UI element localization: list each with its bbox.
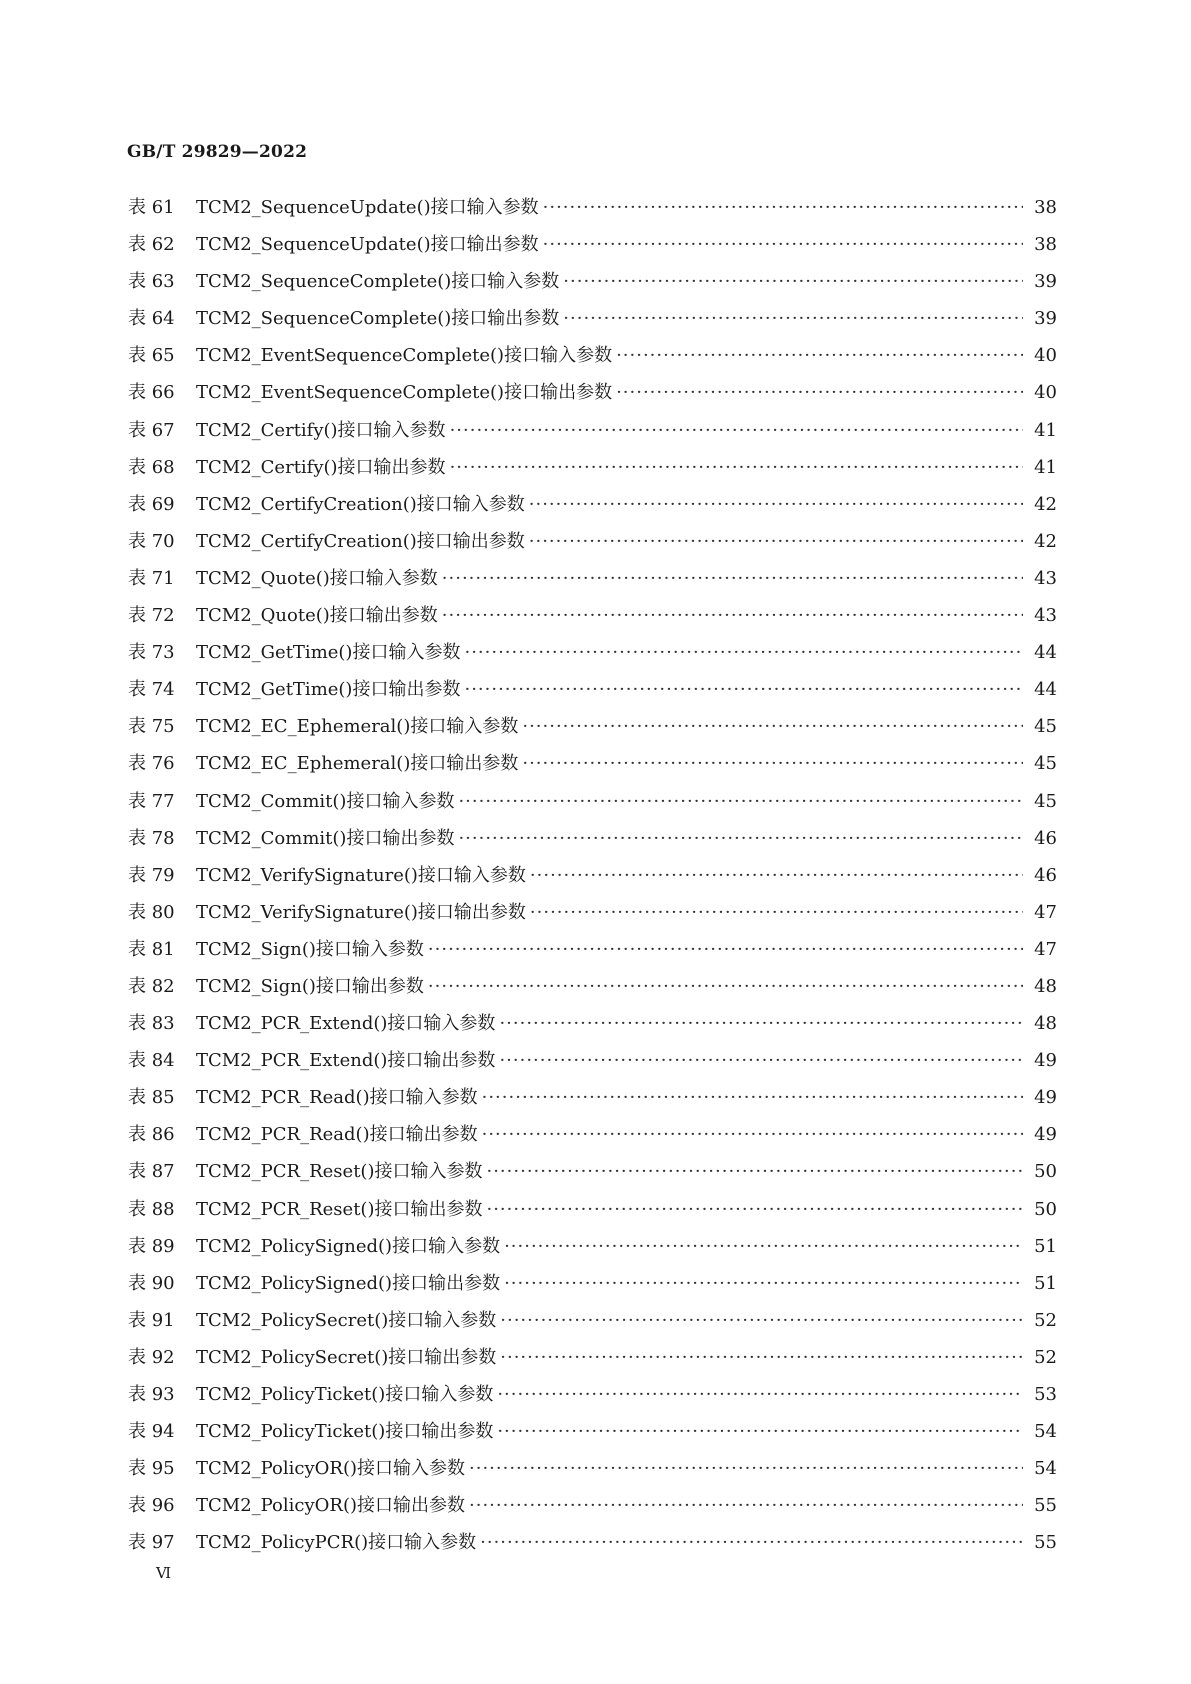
toc-entry[interactable] xyxy=(128,935,1057,972)
toc-entry-number: 表 67 xyxy=(128,419,175,441)
dot-leader xyxy=(469,1458,1023,1479)
dot-leader xyxy=(530,865,1023,886)
toc-entry[interactable] xyxy=(128,1120,1057,1157)
toc-entry-page[interactable]: 47 xyxy=(1034,938,1057,960)
dot-leader xyxy=(522,716,1023,737)
dot-leader xyxy=(450,420,1023,441)
toc-entry-title[interactable]: TCM2_PCR_Extend()接口输出参数 xyxy=(196,1050,496,1072)
dot-leader xyxy=(442,605,1023,626)
dot-leader xyxy=(428,976,1023,997)
toc-entry[interactable] xyxy=(128,1528,1057,1565)
toc-entry[interactable] xyxy=(128,564,1057,601)
dot-leader xyxy=(543,197,1023,218)
dot-leader xyxy=(464,642,1023,663)
toc-entry[interactable] xyxy=(128,1454,1057,1491)
toc-entry-title[interactable]: TCM2_PCR_Extend()接口输入参数 xyxy=(196,1013,496,1035)
toc-entry-page[interactable]: 43 xyxy=(1034,605,1057,627)
toc-entry-title[interactable]: TCM2_Sign()接口输入参数 xyxy=(196,938,424,960)
toc-entry-number: 表 86 xyxy=(128,1124,175,1146)
toc-entry-page[interactable]: 42 xyxy=(1034,530,1057,552)
dot-leader xyxy=(482,1087,1023,1108)
toc-entry-number: 表 79 xyxy=(128,864,175,886)
toc-entry-page[interactable]: 39 xyxy=(1034,308,1057,330)
toc-entry-title[interactable]: TCM2_PolicyOR()接口输出参数 xyxy=(196,1495,465,1517)
toc-entry-title[interactable]: TCM2_Commit()接口输出参数 xyxy=(196,827,455,849)
toc-entry-page[interactable]: 40 xyxy=(1034,345,1057,367)
toc-entry-page[interactable]: 40 xyxy=(1034,382,1057,404)
toc-entry[interactable] xyxy=(128,749,1057,786)
dot-leader xyxy=(504,1273,1023,1294)
toc-entry-number: 表 77 xyxy=(128,790,175,812)
toc-entry-number: 表 62 xyxy=(128,234,175,256)
toc-entry-title[interactable]: TCM2_SequenceUpdate()接口输入参数 xyxy=(196,197,539,218)
dot-leader xyxy=(486,1199,1023,1220)
toc-entry-page[interactable]: 49 xyxy=(1034,1124,1057,1146)
toc-entry[interactable] xyxy=(128,1083,1057,1120)
toc-entry-title[interactable]: TCM2_VerifySignature()接口输入参数 xyxy=(196,864,526,886)
dot-leader xyxy=(500,1347,1023,1368)
page-number: Ⅵ xyxy=(156,1564,172,1582)
dot-leader xyxy=(616,382,1023,403)
toc-entry-number: 表 88 xyxy=(128,1198,175,1220)
toc-entry-title[interactable]: TCM2_PolicyTicket()接口输出参数 xyxy=(196,1421,494,1443)
toc-entry-number: 表 70 xyxy=(128,530,175,552)
toc-entry[interactable] xyxy=(128,601,1057,638)
toc-entry-page[interactable]: 54 xyxy=(1034,1458,1057,1480)
table-of-contents xyxy=(128,193,1057,1565)
toc-entry[interactable] xyxy=(128,1157,1057,1194)
toc-entry-page[interactable]: 45 xyxy=(1034,753,1057,775)
toc-entry-title[interactable]: TCM2_Certify()接口输入参数 xyxy=(196,419,446,441)
toc-entry-title[interactable]: TCM2_CertifyCreation()接口输入参数 xyxy=(196,493,525,515)
toc-entry-number: 表 94 xyxy=(128,1421,175,1443)
toc-entry-title[interactable]: TCM2_PolicySigned()接口输入参数 xyxy=(196,1235,501,1257)
toc-entry-page[interactable]: 45 xyxy=(1034,716,1057,738)
dot-leader xyxy=(497,1384,1023,1405)
dot-leader xyxy=(458,791,1023,812)
toc-entry-number: 表 95 xyxy=(128,1458,175,1480)
toc-entry-number: 表 74 xyxy=(128,679,175,701)
dot-leader xyxy=(504,1236,1023,1257)
toc-entry-number: 表 85 xyxy=(128,1087,175,1109)
dot-leader xyxy=(500,1310,1023,1331)
toc-entry-title[interactable]: TCM2_PCR_Reset()接口输出参数 xyxy=(196,1198,483,1220)
toc-entry[interactable] xyxy=(128,1380,1057,1417)
toc-entry-title[interactable]: TCM2_EventSequenceComplete()接口输出参数 xyxy=(196,382,613,404)
toc-entry[interactable] xyxy=(128,1417,1057,1454)
toc-entry-page[interactable]: 44 xyxy=(1034,642,1057,664)
toc-entry-title[interactable]: TCM2_EC_Ephemeral()接口输入参数 xyxy=(196,716,519,738)
toc-entry[interactable] xyxy=(128,193,1057,230)
toc-entry-title[interactable]: TCM2_PolicySigned()接口输出参数 xyxy=(196,1272,501,1294)
toc-entry-page[interactable]: 49 xyxy=(1034,1050,1057,1072)
toc-entry-page[interactable]: 46 xyxy=(1034,827,1057,849)
toc-entry-number: 表 96 xyxy=(128,1495,175,1517)
toc-entry-page[interactable]: 48 xyxy=(1034,1013,1057,1035)
toc-entry[interactable] xyxy=(128,304,1057,341)
toc-entry-page[interactable]: 47 xyxy=(1034,901,1057,923)
toc-entry-title[interactable]: TCM2_Quote()接口输出参数 xyxy=(196,605,438,627)
toc-entry-title[interactable]: TCM2_PolicyOR()接口输入参数 xyxy=(196,1458,465,1480)
toc-entry-number: 表 63 xyxy=(128,271,175,293)
toc-entry-title[interactable]: TCM2_SequenceComplete()接口输入参数 xyxy=(196,271,560,293)
toc-entry-number: 表 82 xyxy=(128,975,175,997)
toc-entry-number: 表 81 xyxy=(128,938,175,960)
toc-entry-page[interactable]: 53 xyxy=(1034,1384,1057,1405)
toc-entry[interactable] xyxy=(128,1343,1057,1380)
toc-entry-number: 表 71 xyxy=(128,567,175,589)
toc-entry-title[interactable]: TCM2_GetTime()接口输入参数 xyxy=(196,642,461,664)
dot-leader xyxy=(616,345,1023,366)
toc-entry-page[interactable]: 48 xyxy=(1034,975,1057,997)
toc-entry-number: 表 83 xyxy=(128,1013,175,1035)
toc-entry-page[interactable]: 39 xyxy=(1034,271,1057,293)
toc-entry-title[interactable]: TCM2_Commit()接口输入参数 xyxy=(196,790,455,812)
toc-entry[interactable] xyxy=(128,824,1057,861)
toc-entry-number: 表 92 xyxy=(128,1346,175,1368)
toc-entry-page[interactable]: 45 xyxy=(1034,790,1057,812)
toc-entry-number: 表 66 xyxy=(128,382,175,404)
toc-entry[interactable] xyxy=(128,675,1057,712)
dot-leader xyxy=(464,679,1023,700)
toc-entry[interactable] xyxy=(128,861,1057,898)
toc-entry-page[interactable]: 41 xyxy=(1034,456,1057,478)
toc-entry[interactable] xyxy=(128,972,1057,1009)
toc-entry-title[interactable]: TCM2_PCR_Reset()接口输入参数 xyxy=(196,1161,483,1183)
dot-leader xyxy=(499,1013,1023,1034)
toc-entry-title[interactable]: TCM2_SequenceComplete()接口输出参数 xyxy=(196,308,560,330)
toc-entry-number: 表 69 xyxy=(128,493,175,515)
toc-entry-title[interactable]: TCM2_PolicyTicket()接口输入参数 xyxy=(196,1384,494,1405)
toc-entry-title[interactable]: TCM2_Sign()接口输出参数 xyxy=(196,975,424,997)
dot-leader xyxy=(529,531,1023,552)
toc-entry[interactable] xyxy=(128,1269,1057,1306)
toc-entry[interactable] xyxy=(128,638,1057,675)
toc-entry-number: 表 97 xyxy=(128,1532,175,1554)
toc-entry-title[interactable]: TCM2_PolicyPCR()接口输入参数 xyxy=(196,1532,477,1554)
toc-entry[interactable] xyxy=(128,490,1057,527)
toc-entry-title[interactable]: TCM2_PCR_Read()接口输出参数 xyxy=(196,1124,478,1146)
toc-entry-page[interactable]: 55 xyxy=(1034,1532,1057,1554)
toc-entry-page[interactable]: 50 xyxy=(1034,1198,1057,1220)
toc-entry[interactable] xyxy=(128,378,1057,415)
toc-entry-page[interactable]: 51 xyxy=(1034,1235,1057,1257)
dot-leader xyxy=(522,753,1023,774)
toc-entry-number: 表 72 xyxy=(128,605,175,627)
dot-leader xyxy=(529,494,1023,515)
dot-leader xyxy=(428,939,1023,960)
toc-entry[interactable] xyxy=(128,1491,1057,1528)
toc-entry[interactable] xyxy=(128,453,1057,490)
dot-leader xyxy=(442,568,1023,589)
toc-entry[interactable] xyxy=(128,787,1057,824)
toc-entry[interactable] xyxy=(128,1195,1057,1232)
dot-leader xyxy=(450,457,1023,478)
toc-entry[interactable] xyxy=(128,898,1057,935)
toc-entry-number: 表 75 xyxy=(128,716,175,738)
toc-entry-title[interactable]: TCM2_PCR_Read()接口输入参数 xyxy=(196,1087,478,1109)
toc-entry-number: 表 78 xyxy=(128,827,175,849)
toc-entry-title[interactable]: TCM2_VerifySignature()接口输出参数 xyxy=(196,901,526,923)
toc-entry[interactable] xyxy=(128,230,1057,267)
toc-entry-page[interactable]: 38 xyxy=(1034,197,1057,218)
toc-entry-number: 表 64 xyxy=(128,308,175,330)
dot-leader xyxy=(543,234,1023,255)
dot-leader xyxy=(486,1161,1023,1182)
toc-entry-number: 表 89 xyxy=(128,1235,175,1257)
toc-entry-number: 表 93 xyxy=(128,1384,175,1405)
toc-entry-title[interactable]: TCM2_Quote()接口输入参数 xyxy=(196,567,438,589)
toc-entry-title[interactable]: TCM2_CertifyCreation()接口输出参数 xyxy=(196,530,525,552)
toc-entry-page[interactable]: 44 xyxy=(1034,679,1057,701)
toc-entry-page[interactable]: 55 xyxy=(1034,1495,1057,1517)
dot-leader xyxy=(497,1421,1023,1442)
toc-entry-number: 表 90 xyxy=(128,1272,175,1294)
toc-entry-title[interactable]: TCM2_Certify()接口输出参数 xyxy=(196,456,446,478)
toc-entry-title[interactable]: TCM2_GetTime()接口输出参数 xyxy=(196,679,461,701)
toc-entry-number: 表 87 xyxy=(128,1161,175,1183)
toc-entry-page[interactable]: 50 xyxy=(1034,1161,1057,1183)
toc-entry-page[interactable]: 43 xyxy=(1034,567,1057,589)
toc-entry-number: 表 61 xyxy=(128,197,175,218)
toc-entry-number: 表 91 xyxy=(128,1309,175,1331)
toc-entry-number: 表 76 xyxy=(128,753,175,775)
toc-entry-title[interactable]: TCM2_PolicySecret()接口输出参数 xyxy=(196,1346,497,1368)
toc-entry-number: 表 80 xyxy=(128,901,175,923)
toc-entry-page[interactable]: 51 xyxy=(1034,1272,1057,1294)
toc-entry-number: 表 73 xyxy=(128,642,175,664)
toc-entry-title[interactable]: TCM2_SequenceUpdate()接口输出参数 xyxy=(196,234,539,256)
toc-entry-title[interactable]: TCM2_EventSequenceComplete()接口输入参数 xyxy=(196,345,613,367)
toc-entry-page[interactable]: 38 xyxy=(1034,234,1057,256)
toc-entry[interactable] xyxy=(128,267,1057,304)
toc-entry[interactable] xyxy=(128,341,1057,378)
toc-entry-page[interactable]: 52 xyxy=(1034,1309,1057,1331)
toc-entry-page[interactable]: 52 xyxy=(1034,1346,1057,1368)
toc-entry-page[interactable]: 49 xyxy=(1034,1087,1057,1109)
toc-entry-number: 表 84 xyxy=(128,1050,175,1072)
dot-leader xyxy=(563,271,1023,292)
dot-leader xyxy=(499,1050,1023,1071)
toc-entry[interactable] xyxy=(128,416,1057,453)
document-header: GB/T 29829—2022 xyxy=(127,142,308,162)
dot-leader xyxy=(480,1532,1023,1553)
toc-entry[interactable] xyxy=(128,1009,1057,1046)
dot-leader xyxy=(530,902,1023,923)
dot-leader xyxy=(482,1124,1023,1145)
toc-entry-title[interactable]: TCM2_PolicySecret()接口输入参数 xyxy=(196,1309,497,1331)
toc-entry[interactable] xyxy=(128,527,1057,564)
dot-leader xyxy=(458,828,1023,849)
toc-entry[interactable] xyxy=(128,712,1057,749)
toc-entry[interactable] xyxy=(128,1046,1057,1083)
toc-entry-number: 表 68 xyxy=(128,456,175,478)
toc-entry-page[interactable]: 54 xyxy=(1034,1421,1057,1443)
toc-entry-page[interactable]: 41 xyxy=(1034,419,1057,441)
toc-entry-number: 表 65 xyxy=(128,345,175,367)
dot-leader xyxy=(469,1495,1023,1516)
toc-entry-page[interactable]: 42 xyxy=(1034,493,1057,515)
dot-leader xyxy=(563,308,1023,329)
toc-entry[interactable] xyxy=(128,1306,1057,1343)
toc-entry[interactable] xyxy=(128,1232,1057,1269)
toc-entry-page[interactable]: 46 xyxy=(1034,864,1057,886)
toc-entry-title[interactable]: TCM2_EC_Ephemeral()接口输出参数 xyxy=(196,753,519,775)
